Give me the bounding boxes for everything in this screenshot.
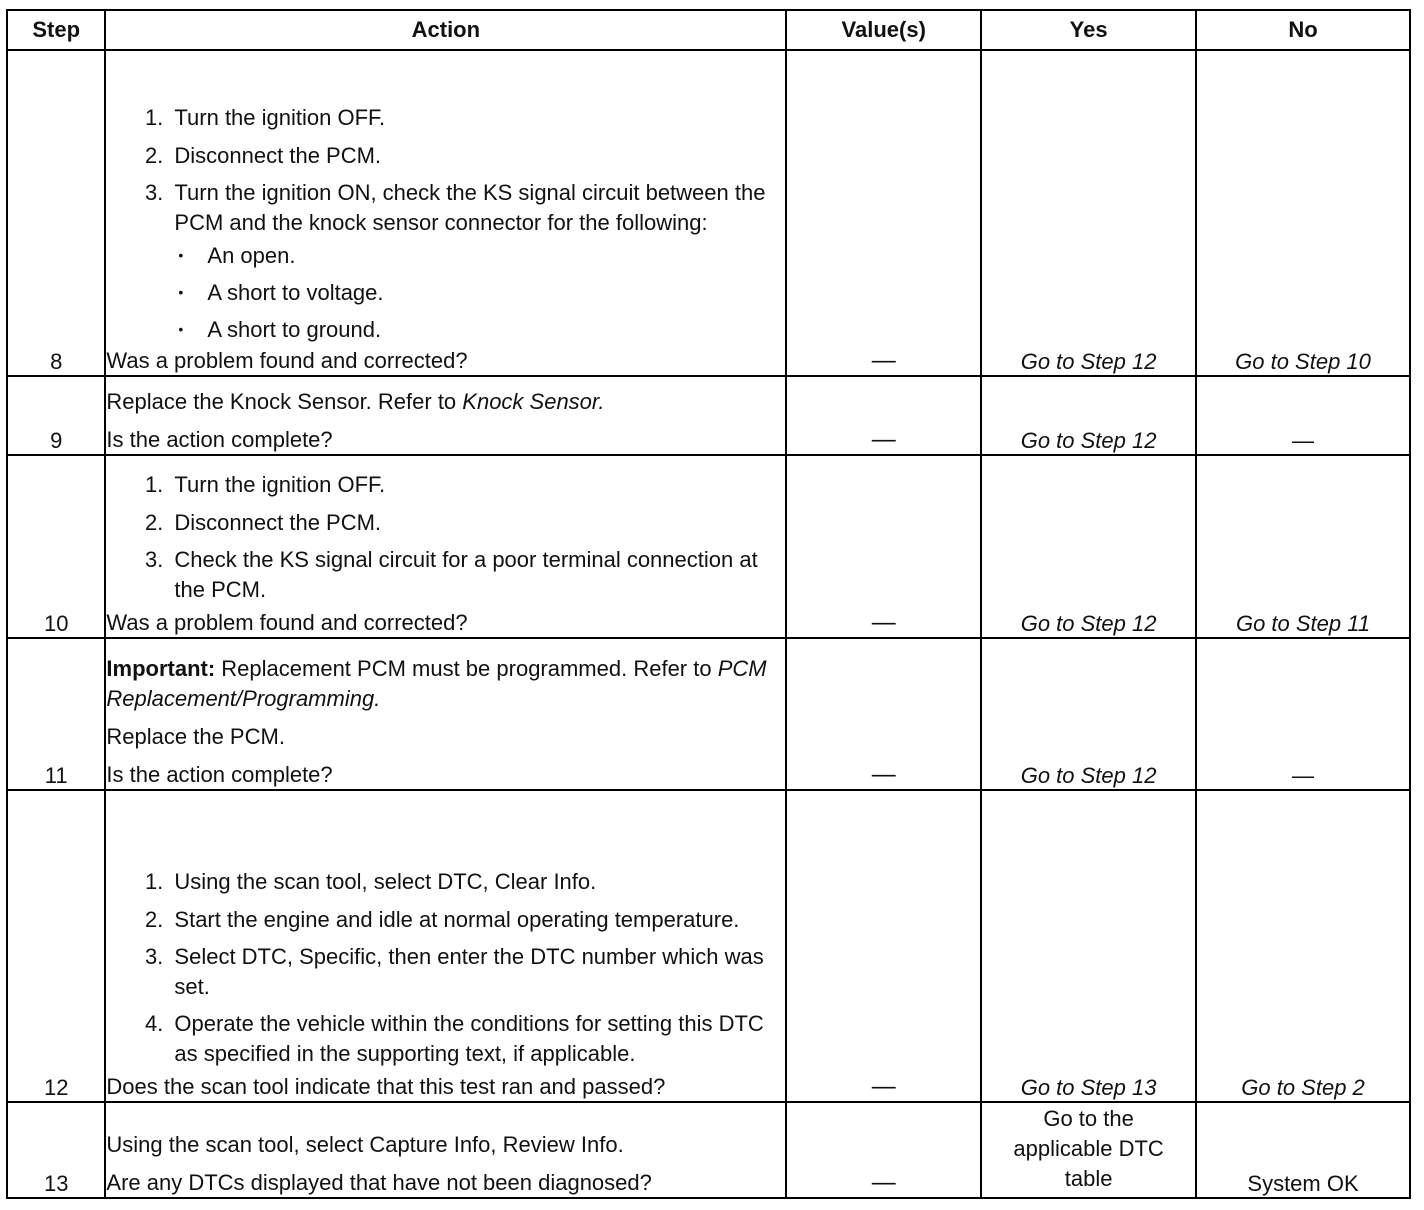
list-item: 3. Check the KS signal circuit for a poor terminal connection at the PCM. — [169, 545, 785, 604]
action-cell — [105, 790, 786, 1102]
step-number: 13 — [7, 1102, 105, 1198]
instruction-text: Replace the Knock Sensor. Refer to Knock Sensor. — [106, 389, 605, 414]
action-cell — [105, 50, 786, 376]
value-cell: — — [786, 455, 981, 638]
numbered-steps — [106, 103, 785, 344]
step-number: 10 — [7, 455, 105, 638]
list-item — [169, 178, 785, 344]
important-note: Important: Replacement PCM must be programmed. Refer to PCM Replacement/Programming. — [106, 656, 767, 711]
table-row — [7, 455, 1410, 638]
question: Was a problem found and corrected? — [106, 348, 468, 373]
value-cell: — — [786, 790, 981, 1102]
value-cell: — — [786, 50, 981, 376]
list-item: • An open. — [202, 241, 785, 270]
value-cell: — — [786, 376, 981, 455]
no-cell: Go to Step 2 — [1196, 790, 1410, 1102]
question: Was a problem found and corrected? — [106, 610, 468, 635]
action-cell — [105, 638, 786, 790]
step-number: 8 — [7, 50, 105, 376]
important-label: Important: — [106, 656, 216, 681]
header-yes: Yes — [981, 10, 1196, 50]
table-row — [7, 50, 1410, 376]
header-values: Value(s) — [786, 10, 981, 50]
list-item: 4. Operate the vehicle within the conditions for setting this DTC as specified in the supporting text, if applicable. — [169, 1009, 785, 1068]
table-row — [7, 1102, 1410, 1198]
list-item: • A short to voltage. — [202, 278, 785, 307]
instruction-text: Replace the PCM. — [106, 724, 285, 749]
question: Are any DTCs displayed that have not been diagnosed? — [106, 1170, 652, 1195]
list-item: 1. Using the scan tool, select DTC, Clear Info. — [169, 867, 785, 897]
reference-link-text: Knock Sensor. — [462, 389, 605, 414]
list-item: 2. Start the engine and idle at normal operating temperature. — [169, 905, 785, 935]
header-no: No — [1196, 10, 1410, 50]
header-step: Step — [7, 10, 105, 50]
action-cell — [105, 376, 786, 455]
list-item: 2. Disconnect the PCM. — [169, 141, 785, 171]
list-item: 1. Turn the ignition OFF. — [169, 470, 785, 500]
step-text: Turn the ignition ON, check the KS signal circuit between the PCM and the knock sensor connector for the following: — [174, 180, 766, 235]
numbered-steps — [106, 470, 785, 604]
yes-cell: Go to the applicable DTC table — [981, 1102, 1196, 1198]
step-number: 12 — [7, 790, 105, 1102]
no-cell: — — [1196, 638, 1410, 790]
no-cell: Go to Step 10 — [1196, 50, 1410, 376]
action-cell — [105, 1102, 786, 1198]
question: Is the action complete? — [106, 762, 333, 787]
header-row — [7, 10, 1410, 50]
step-number: 11 — [7, 638, 105, 790]
table-row — [7, 376, 1410, 455]
yes-cell: Go to Step 12 — [981, 376, 1196, 455]
table-row — [7, 790, 1410, 1102]
action-cell — [105, 455, 786, 638]
value-cell: — — [786, 638, 981, 790]
question: Is the action complete? — [106, 427, 333, 452]
header-action: Action — [105, 10, 786, 50]
list-item: 3. Select DTC, Specific, then enter the DTC number which was set. — [169, 942, 785, 1001]
yes-cell: Go to Step 12 — [981, 638, 1196, 790]
bullet-list — [174, 241, 785, 344]
list-item: 1. Turn the ignition OFF. — [169, 103, 785, 133]
list-item: • A short to ground. — [202, 315, 785, 344]
instruction-text: Using the scan tool, select Capture Info, Review Info. — [106, 1132, 624, 1157]
reference-link-text: PCM Replacement/Programming. — [106, 656, 767, 711]
step-number: 9 — [7, 376, 105, 455]
table-row — [7, 638, 1410, 790]
yes-cell: Go to Step 13 — [981, 790, 1196, 1102]
diagnostic-table — [6, 9, 1411, 1199]
no-cell: — — [1196, 376, 1410, 455]
no-cell: System OK — [1196, 1102, 1410, 1198]
question: Does the scan tool indicate that this test ran and passed? — [106, 1074, 666, 1099]
yes-cell: Go to Step 12 — [981, 50, 1196, 376]
list-item: 2. Disconnect the PCM. — [169, 508, 785, 538]
numbered-steps — [106, 867, 785, 1068]
yes-cell: Go to Step 12 — [981, 455, 1196, 638]
no-cell: Go to Step 11 — [1196, 455, 1410, 638]
value-cell: — — [786, 1102, 981, 1198]
